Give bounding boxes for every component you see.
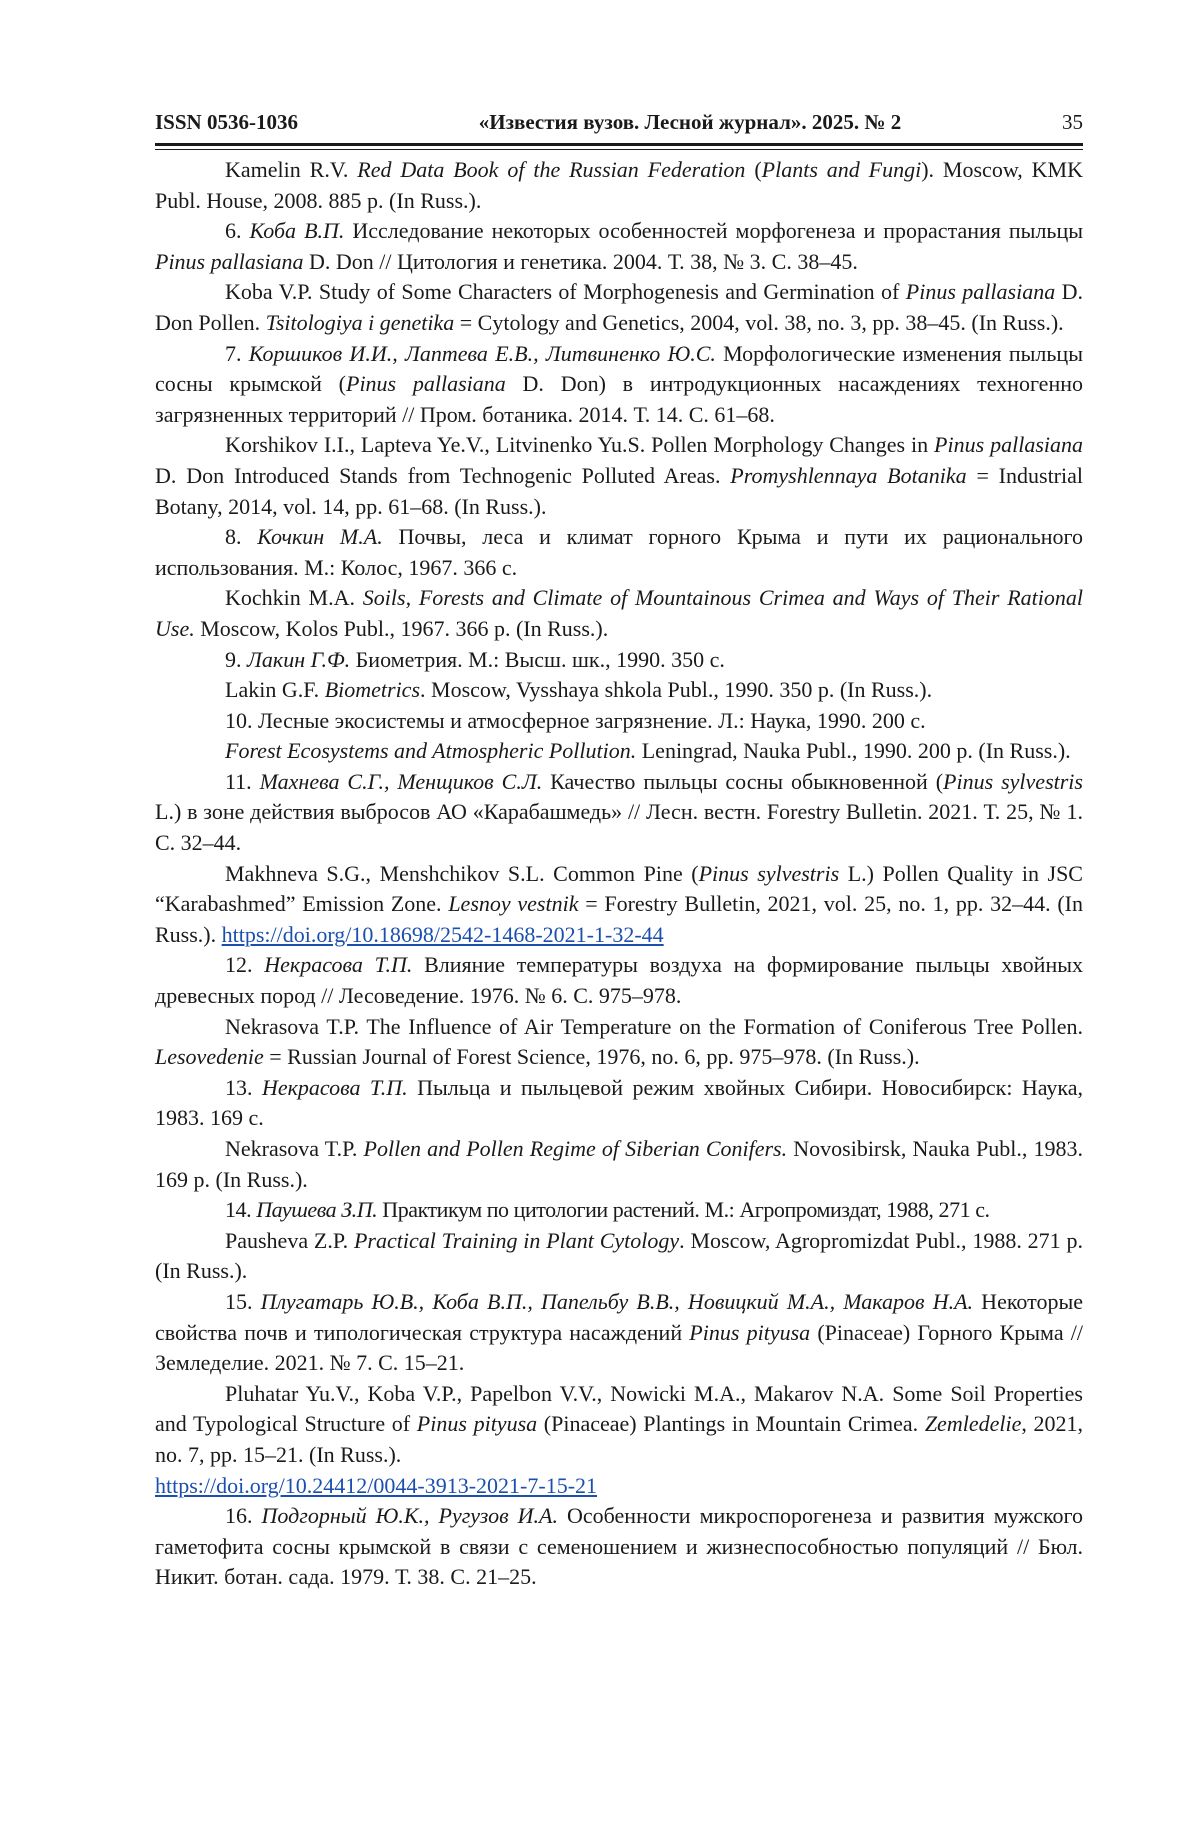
reference-12-en: Nekrasova T.P. The Influence of Air Temperature on the Formation of Coniferous Tree Pollen. Lesovedenie = Russian Journal of Forest Science, 1976, no. 6, pp. 975–978. (In Russ.). xyxy=(155,1013,1083,1070)
reference-15: 15. Плугатарь Ю.В., Коба В.П., Папельбу В.В., Новицкий М.А., Макаров Н.А. Некоторые свойства почв и типологическая структура насаждений Pinus pityusa (Pinaceae) Горного Крыма // Земледелие. 2021. № 7. С. 15–21. xyxy=(155,1288,1083,1376)
reference-11-en: Makhneva S.G., Menshchikov S.L. Common Pine (Pinus sylvestris L.) Pollen Quality in JSC “Karabashmed” Emission Zone. Lesnoy vestnik = Forestry Bulletin, 2021, vol. 25, no. 1, pp. 32–44. (In Russ.). https://doi.org/10.18698/2542-1468-2021-1-32-44 xyxy=(155,860,1084,947)
doi-link-11[interactable]: https://doi.org/10.18698/2542-1468-2021-1-32-44 xyxy=(221,921,664,947)
reference-15-en: Pluhatar Yu.V., Koba V.P., Papelbon V.V., Nowicki M.A., Makarov N.A. Some Soil Properties and Typological Structure of Pinus pityusa (Pinaceae) Plantings in Mountain Crimea. Zemledelie, 2021, no. 7, pp. 15–21. (In Russ.). https://doi.org/10.24412/0044-3913-2021-7-15-21 xyxy=(155,1380,1084,1498)
reference-9-en: Lakin G.F. Biometrics. Moscow, Vysshaya shkola Publ., 1990. 350 p. (In Russ.). xyxy=(225,677,933,703)
reference-6-en: Koba V.P. Study of Some Characters of Morphogenesis and Germination of Pinus pallasiana D. Don Pollen. Tsitologiya i genetika = Cytology and Genetics, 2004, vol. 38, no. 3, pp. 38–45. (In Russ.). xyxy=(155,279,1084,335)
reference-list xyxy=(155,155,1083,1593)
reference-13-en: Nekrasova T.P. Pollen and Pollen Regime of Siberian Conifers. Novosibirsk, Nauka Publ., 1983. 169 p. (In Russ.). xyxy=(155,1136,1083,1192)
journal-title: «Известия вузов. Лесной журнал». 2025. № 2 xyxy=(478,110,902,134)
reference-7-en: Korshikov I.I., Lapteva Ye.V., Litvinenko Yu.S. Pollen Morphology Changes in Pinus pallasiana D. Don Introduced Stands from Technogenic Polluted Areas. Promyshlennaya Botanika = Industrial Botany, 2014, vol. 14, pp. 61–68. (In Russ.). xyxy=(155,432,1083,519)
doi-link-15[interactable]: https://doi.org/10.24412/0044-3913-2021-7-15-21 xyxy=(155,1472,598,1498)
reference-16: 16. Подгорный Ю.К., Ругузов И.А. Особенности микроспорогенеза и развития мужского гаметофита сосны крымской в связи с семеношением и жизнеспособностью популяций // Бюл. Никит. ботан. сада. 1979. Т. 38. С. 21–25. xyxy=(155,1503,1084,1590)
reference-9: 9. Лакин Г.Ф. Биометрия. М.: Высш. шк., 1990. 350 с. xyxy=(225,646,725,672)
reference-7: 7. Коршиков И.И., Лаптева Е.В., Литвиненко Ю.С. Морфологические изменения пыльцы сосны крымской (Pinus pallasiana D. Don) в интродукционных насаждениях техногенно загрязненных территорий // Пром. ботаника. 2014. Т. 14. С. 61–68. xyxy=(155,340,1083,427)
reference-8: 8. Кочкин М.А. Почвы, леса и климат горного Крыма и пути их рационального использования. М.: Колос, 1967. 366 с. xyxy=(155,524,1083,580)
journal-page xyxy=(155,108,1083,1593)
running-header xyxy=(155,108,1083,136)
reference-12: 12. Некрасова Т.П. Влияние температуры воздуха на формирование пыльцы хвойных древесных пород // Лесоведение. 1976. № 6. С. 975–978. xyxy=(155,952,1084,1009)
reference-8-en: Kochkin M.A. Soils, Forests and Climate of Mountainous Crimea and Ways of Their Rational Use. Moscow, Kolos Publ., 1967. 366 p. (In Russ.). xyxy=(155,585,1083,641)
issn-label: ISSN 0536-1036 xyxy=(155,110,298,134)
reference-5-en: Kamelin R.V. Red Data Book of the Russian Federation (Plants and Fungi). Moscow, KMK Publ. House, 2008. 885 p. (In Russ.). xyxy=(155,157,1084,213)
reference-14-en: Pausheva Z.P. Practical Training in Plant Cytology. Moscow, Agropromizdat Publ., 1988. 271 p. (In Russ.). xyxy=(155,1227,1084,1284)
header-rule xyxy=(155,143,1083,150)
reference-13: 13. Некрасова Т.П. Пыльца и пыльцевой режим хвойных Сибири. Новосибирск: Наука, 1983. 169 с. xyxy=(155,1074,1084,1131)
reference-10-en: Forest Ecosystems and Atmospheric Pollution. Leningrad, Nauka Publ., 1990. 200 p. (In Russ.). xyxy=(225,738,1071,764)
page-number: 35 xyxy=(1062,110,1083,134)
reference-14: 14. Паушева З.П. Практикум по цитологии растений. М.: Агропромиздат, 1988, 271 с. xyxy=(225,1197,990,1223)
reference-10: 10. Лесные экосистемы и атмосферное загрязнение. Л.: Наука, 1990. 200 с. xyxy=(225,707,926,733)
reference-11: 11. Махнева С.Г., Менщиков С.Л. Качество пыльцы сосны обыкновенной (Pinus sylvestris L.) в зоне действия выбросов АО «Карабашмедь» // Лесн. вестн. Forestry Bulletin. 2021. Т. 25, № 1. С. 32–44. xyxy=(155,768,1083,856)
reference-6: 6. Коба В.П. Исследование некоторых особенностей морфогенеза и прорастания пыльцы Pinus pallasiana D. Don // Цитология и генетика. 2004. Т. 38, № 3. С. 38–45. xyxy=(155,218,1084,274)
